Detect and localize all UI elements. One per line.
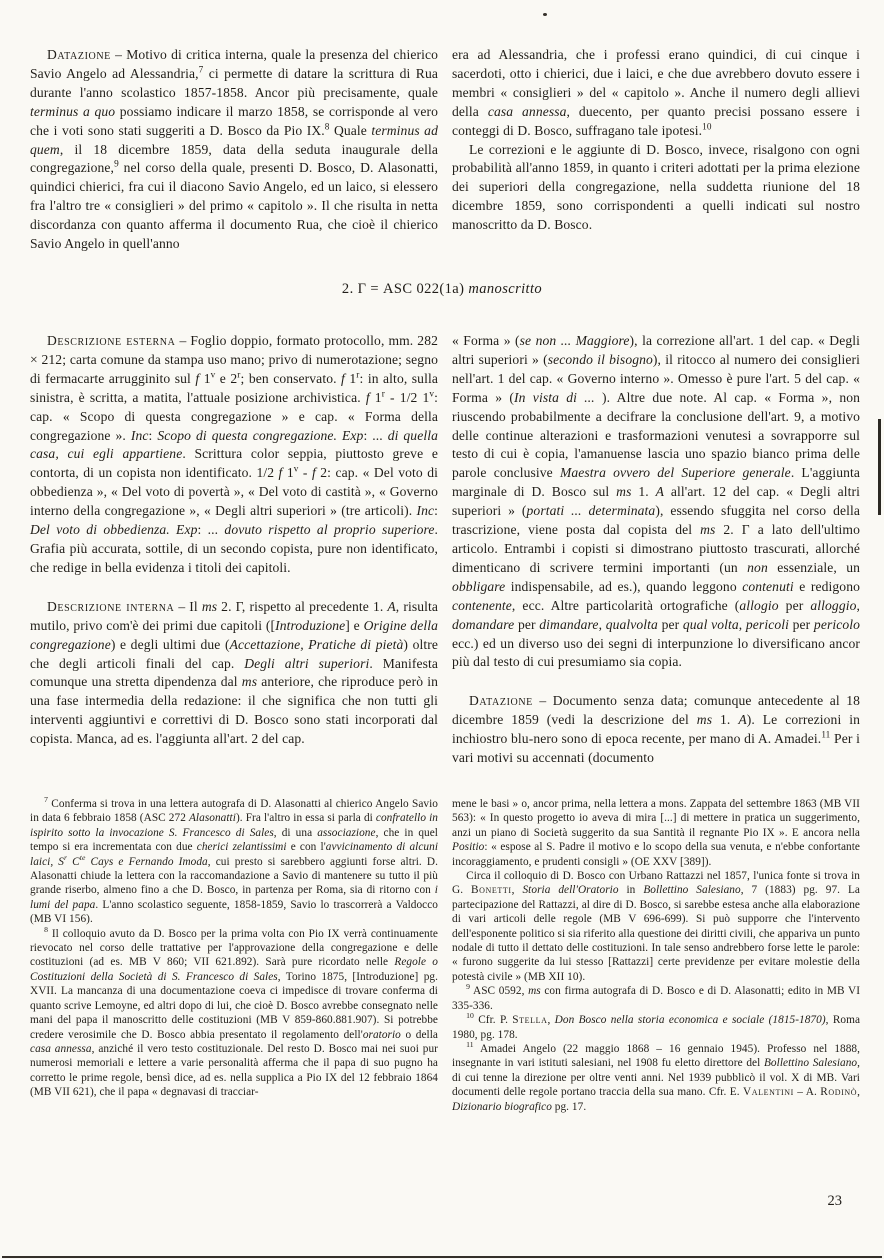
text-segment: Storia dell'Oratorio bbox=[522, 884, 619, 897]
text-segment: 2. Γ = ASC 022(1a) bbox=[341, 281, 469, 297]
text-segment: « Forma » ( bbox=[452, 333, 520, 348]
paragraph bbox=[452, 141, 860, 236]
text-segment: , bbox=[856, 597, 860, 613]
text-segment: oratorio bbox=[362, 1028, 401, 1041]
text-segment: A bbox=[738, 712, 747, 728]
text-segment: , 7 (1883) pg. 97. La partecipazione del Rattazzi, al dire di D. Bosco, si sarebbe estesa anche alla elaborazione di vari articoli delle regole (MB V 696-699). Si può supporre che l'intervento dell'esponente politico si sia riferito alla questione dei diritti civili, che appariva un punto nodale di tutto il dettato delle costituzioni. In tale senso andrebbero forse lette le parole: « furono suggerite da lui stesso [Rattazzi] certe previdenze per evitare molestie della potestà civile » (MB XII 10). bbox=[452, 884, 860, 983]
text-segment: Circa il colloquio di D. Bosco con Urbano Rattazzi nel 1857, l'unica fonte si trova in G. bbox=[452, 870, 860, 897]
paragraph bbox=[452, 797, 860, 869]
text-segment: 1 bbox=[199, 370, 211, 386]
text-segment: Dizionario biografico bbox=[452, 1100, 552, 1113]
text-segment: qual volta bbox=[682, 616, 739, 632]
text-segment: Bollettino Salesiano bbox=[763, 1057, 858, 1070]
text-segment: . Manifesta comunque una stretta dipendenza dal bbox=[30, 655, 438, 690]
text-segment: possiamo indicare il marzo 1858, se corrisponde al vero che i voti sono stati suggeriti a D. Bosco da Pio IX. bbox=[30, 103, 438, 138]
text-segment: ms bbox=[700, 522, 716, 538]
text-segment: cherici zelantissimi bbox=[196, 841, 287, 854]
text-segment: e 2 bbox=[215, 370, 238, 386]
text-segment: : ... bbox=[197, 522, 225, 538]
text-segment: f bbox=[278, 465, 283, 481]
text-segment: – A. bbox=[793, 1086, 821, 1099]
text-segment: . L'anno scolastico seguente, 1858-1859, Savio lo trascorrerà a Valdocco (MB VI 156). bbox=[30, 898, 438, 926]
paragraph bbox=[30, 924, 438, 1100]
text-segment: ecc.) ed un diverso uso dei segni di interpunzione lo diversificano ancor più dal testo di cui presumiamo sia copia. bbox=[452, 635, 860, 670]
text-segment: Datazione bbox=[469, 693, 533, 709]
text-segment: 10 bbox=[702, 121, 712, 132]
paragraph bbox=[30, 598, 438, 749]
text-segment: 1 bbox=[344, 370, 357, 386]
text-segment: Introduzione bbox=[275, 617, 346, 633]
text-segment: 1. bbox=[712, 712, 739, 728]
text-segment: dimandare bbox=[539, 616, 599, 632]
text-segment: o della bbox=[400, 1028, 438, 1041]
text-segment: – Documento senza data; comunque antecedente al 18 dicembre 1859 (vedi la descrizione del bbox=[452, 693, 860, 728]
text-segment: ] e bbox=[345, 617, 364, 633]
text-segment: portati ... determinata bbox=[526, 503, 656, 519]
text-segment: di quella casa, cui egli appartiene bbox=[30, 427, 438, 462]
text-segment: secondo il bisogno bbox=[547, 351, 653, 367]
text-segment: , di cui tenne la direzione per oltre venti anni. Nel 1939 pubblicò il vol. X di MB. Vari documenti delle regole portano traccia della sua mano. Cfr. E. bbox=[452, 1057, 860, 1099]
text-segment: 7 bbox=[44, 795, 49, 805]
text-segment: – Il bbox=[174, 598, 202, 614]
text-segment: , ecc. Altre particolarità ortografiche ( bbox=[511, 597, 740, 613]
text-segment: Degli altri superiori bbox=[244, 655, 370, 671]
text-segment: casa annessa bbox=[30, 1042, 92, 1055]
main-text-band-1 bbox=[30, 46, 860, 254]
text-segment: , bbox=[598, 616, 606, 632]
text-segment: f bbox=[365, 389, 370, 405]
paragraph bbox=[452, 692, 860, 768]
text-segment: f bbox=[311, 465, 316, 481]
text-segment: 9 bbox=[466, 982, 471, 992]
text-segment: per bbox=[514, 616, 540, 632]
text-segment: Rodinò bbox=[820, 1086, 858, 1099]
text-segment: ), il ritocco al numero dei consiglieri nell'art. 1 del cap. « Governo interno ». Omesso è pure l'art. 5 del cap. « Forma » ( bbox=[452, 351, 860, 405]
column-left bbox=[30, 332, 438, 768]
text-segment: Cays e Fernando Imoda bbox=[85, 855, 208, 868]
text-segment: Alasonatti bbox=[188, 812, 236, 825]
text-segment: Bollettino Salesiano bbox=[643, 884, 741, 897]
text-segment: : « espose al S. Padre il motivo e lo scopo della sua venuta, e n'ebbe confortante incoraggiamento, e prudenti consigli » (OE XXV [389]). bbox=[452, 841, 860, 868]
text-segment: A bbox=[655, 484, 665, 500]
text-segment: r bbox=[356, 369, 360, 380]
text-segment: - bbox=[298, 465, 312, 481]
paragraph bbox=[452, 984, 860, 1013]
text-segment: avvicinamento di alcuni laici, S bbox=[30, 841, 439, 868]
text-segment: Maestra ovvero del Superiore generale bbox=[559, 465, 791, 481]
text-segment: nel corso della quale, presenti D. Bosco, D. Alasonatti, quindici chierici, fra cui il diacono Savio Angelo, ed un laico, si elessero fra l'altro tre « consiglieri » del primo « capitolo ». Il che risulta in netta discordanza con quanto afferma il documento Rua, che cioè il chierico Savio Angelo in quell'anno bbox=[30, 160, 438, 252]
text-segment: In vista di ... bbox=[514, 389, 595, 405]
text-segment: confratello in ispirito sotto la invocazione S. Francesco di Sales bbox=[30, 812, 438, 839]
paragraph bbox=[452, 1013, 860, 1042]
text-segment: terminus a quo bbox=[30, 103, 116, 119]
text-segment: , bbox=[738, 616, 746, 632]
text-segment: casa annessa bbox=[487, 103, 567, 119]
text-segment: per bbox=[789, 616, 814, 632]
text-segment: Scopo di questa congregazione. bbox=[157, 427, 342, 443]
text-segment: dovuto rispetto al proprio superiore bbox=[224, 522, 435, 538]
text-segment: , di una bbox=[273, 826, 318, 839]
text-segment: , risulta mutilo, privo com'è dei primi due capitoli ([ bbox=[30, 598, 438, 633]
text-segment: ASC 0592, bbox=[470, 985, 529, 998]
text-segment: Stella bbox=[512, 1014, 548, 1027]
text-segment: Datazione bbox=[47, 47, 111, 62]
text-segment: . Scrittura color seppia, piuttosto greve e contorta, di un copista non identificato. 1/2 bbox=[30, 446, 438, 481]
text-segment: obbligare bbox=[452, 578, 506, 594]
footnotes-section bbox=[30, 797, 860, 1114]
text-segment: Valentini bbox=[742, 1086, 794, 1099]
text-segment: r bbox=[64, 852, 68, 862]
text-segment: 11 bbox=[466, 1040, 474, 1050]
footnote-column-left bbox=[30, 797, 438, 1114]
text-segment: v bbox=[429, 388, 435, 399]
text-segment: e con l' bbox=[286, 841, 326, 854]
text-segment: Exp bbox=[176, 522, 198, 538]
text-segment: ms bbox=[201, 598, 218, 614]
text-segment: essenziale, un bbox=[767, 559, 861, 575]
text-segment: Don Bosco nella storia economica e sociale (1815-1870) bbox=[554, 1014, 826, 1027]
text-segment: Conferma si trova in una lettera autografa di D. Alasonatti al chierico Angelo Savio in data 6 febbraio 1858 (ASC 272 bbox=[30, 798, 438, 825]
text-segment: Per i vari motivi su accennati (documento bbox=[452, 731, 861, 766]
paragraph bbox=[452, 46, 860, 141]
text-segment: se non ... Maggiore bbox=[519, 333, 630, 348]
text-segment: qualvolta bbox=[605, 616, 658, 632]
text-segment: v bbox=[293, 463, 299, 474]
text-segment: ). Fra l'altro in essa si parla di bbox=[235, 812, 376, 825]
text-segment: Origine della congregazione bbox=[30, 617, 438, 652]
text-segment: allogio bbox=[739, 597, 779, 613]
text-segment: 8 bbox=[44, 924, 49, 934]
text-segment: r bbox=[381, 388, 385, 399]
text-segment: mene le basi » o, ancor prima, nella lettera a mons. Zappata del settembre 1863 (MB VII 563): « In questo progetto io aveva di mira [...] di mettere in pratica un suggerimento, anzi un piano di Società suggerito da sua Santità il regnante Pio IX ». E ancora nella bbox=[452, 798, 860, 839]
text-segment: ms bbox=[528, 985, 541, 998]
text-segment: Exp bbox=[342, 427, 364, 443]
text-segment: Quale bbox=[329, 122, 372, 138]
text-segment: ) e degli ultimi due ( bbox=[110, 636, 230, 652]
text-segment: Amadei Angelo (22 maggio 1868 – 16 gennaio 1945). Professo nel 1888, insegnante in vari istituti salesiani, nel 1908 fu eletto direttore del bbox=[452, 1042, 860, 1070]
paragraph bbox=[452, 1042, 860, 1114]
text-segment: ms bbox=[241, 674, 258, 690]
text-segment: : in alto, sulla sinistra, è scritta, a matita, l'attuale posizione archivistica. bbox=[30, 370, 438, 405]
text-segment: 9 bbox=[114, 158, 119, 169]
text-segment: associazione bbox=[317, 826, 376, 839]
text-segment: era ad Alessandria, che i professi erano quindici, di cui cinque i sacerdoti, otto i chierici, due i laici, e che due avrebbero dovuto essere i membri « consiglieri » del « capitolo ». Anche il numero degli allievi della bbox=[452, 47, 860, 119]
text-segment: , anziché il vero testo costituzionale. Del resto D. Bosco mai nei suoi pur numerosi memoriali e lettere a varie personalità afferma che il papa di suo pugno ha corretto le prime regole, bensì dice, ad es. nella supplica a Pio IX del 12 febbraio 1864 (MB VII 621), che il papa « degnavasi di tracciar- bbox=[30, 1042, 438, 1099]
text-segment: 8 bbox=[324, 121, 330, 132]
scan-dot-artifact bbox=[543, 13, 547, 16]
text-segment: 2: cap. « Del voto di obbedienza », « Del voto di povertà », « Del voto di castità », « Governo interno della congregazione », « Degli altri superiori » (tre articoli). bbox=[30, 465, 439, 519]
text-segment: 2. Γ a lato dell'ultimo articolo. Entrambi i copisti si dimostrano piuttosto trascurati, allorché dimenticano di scrivere termini importanti (un bbox=[452, 522, 860, 575]
text-segment: Descrizione esterna bbox=[47, 333, 176, 348]
text-segment: terminus ad quem bbox=[30, 122, 438, 157]
text-segment: 11 bbox=[821, 729, 831, 740]
text-segment: , che in quel tempo si era incrementata con due bbox=[30, 826, 438, 854]
paragraph bbox=[30, 332, 438, 578]
text-segment: manoscritto bbox=[468, 281, 543, 297]
text-segment: : bbox=[148, 427, 158, 443]
text-segment: Positio bbox=[452, 841, 485, 854]
text-segment: 7 bbox=[198, 64, 204, 75]
text-segment: pericoli bbox=[745, 616, 789, 632]
text-segment: Descrizione interna bbox=[47, 598, 175, 614]
footnote-column-right bbox=[452, 797, 860, 1114]
text-segment: f bbox=[195, 370, 200, 386]
text-segment: Accettazione, Pratiche di pietà bbox=[229, 636, 404, 652]
text-segment: v bbox=[210, 369, 216, 380]
text-segment: te bbox=[79, 852, 86, 862]
text-segment: ; ben conservato. bbox=[240, 370, 342, 386]
text-segment: 1. bbox=[631, 484, 656, 500]
text-segment: f bbox=[341, 370, 345, 386]
text-segment: Le correzioni e le aggiunte di D. Bosco, invece, risalgono con ogni probabilità all'anno 1859, in quanto i criteri adottati per la prima elezione dei superiori della congregazione, nella suddetta riunione del 18 dicembre 1859, sono corrispondenti a quelli indicati sul nostro manoscritto da D. Bosco. bbox=[452, 141, 860, 233]
paragraph bbox=[30, 797, 438, 927]
text-segment: domandare bbox=[452, 616, 515, 632]
text-segment: , cui presto si sarebbero aggiunti forse altri. D. Alasonatti chiude la lettera con la raccomandazione a Savio di mantenere su tutto il più grande riserbo, almeno fino a che D. Bosco, in partenza per Roma, sia di ritorno con bbox=[30, 855, 438, 897]
paragraph bbox=[452, 332, 860, 672]
text-segment: contenuti bbox=[742, 578, 794, 594]
text-segment: - 1/2 1 bbox=[384, 389, 430, 405]
text-segment: Il colloquio avuto da D. Bosco per la prima volta con Pio IX verrà continuamente rievocato nel corso delle trattative per l'approvazione della congregazione e delle costituzioni (ad es. MB V 860; VII 621.892). Sarà pure ricordato nelle bbox=[30, 927, 438, 969]
text-segment: con firma autografa di D. Bosco e di D. Alasonatti; edito in MB VI 335-336. bbox=[452, 985, 861, 1012]
text-segment: in bbox=[618, 884, 644, 897]
text-segment: – Motivo di critica interna, quale la presenza del chierico Savio Angelo ad Alessandria, bbox=[30, 47, 438, 81]
text-segment: per bbox=[657, 616, 683, 632]
text-segment: r bbox=[237, 369, 241, 380]
text-segment: pericolo bbox=[813, 616, 861, 632]
text-segment: Regole o Costituzioni della Società di S. Francesco di Sales bbox=[30, 956, 438, 983]
text-segment: , bbox=[547, 1014, 555, 1027]
text-segment: , bbox=[857, 1086, 861, 1099]
text-segment: : bbox=[434, 503, 438, 519]
text-segment: , Torino 1875, [Introduzione] pg. XVII. La mancanza di una documentazione coeva ci impedisce di trovare conferma di quanto scrive Lemoyne, ed altri dopo di lui, che cioè D. Bosco avrebbe consegnato nelle mani del papa il manoscritto delle costituzioni (MB V 859-860.881.907). Si potrebbe credere verosimile che D. Bosco abbia presentato il regolamento dell' bbox=[30, 970, 438, 1041]
text-segment: , Roma 1980, pg. 178. bbox=[452, 1014, 861, 1041]
text-segment: 2. Γ, rispetto al precedente 1. bbox=[217, 598, 388, 614]
text-segment: ) oltre che degli articoli finali del cap. bbox=[30, 636, 438, 671]
text-segment: ms bbox=[696, 712, 713, 728]
text-segment: Inc bbox=[416, 503, 435, 519]
text-segment: ), la correzione all'art. 1 del cap. « Degli altri superiori » ( bbox=[452, 333, 860, 367]
text-segment: – Foglio doppio, formato protocollo, mm. 282 × 212; carta comune da stampa uso mano; privo di numerotazione; segno di fermacarte arrugginito sul bbox=[30, 333, 438, 386]
text-segment: A bbox=[387, 598, 396, 614]
paragraph bbox=[452, 869, 860, 984]
text-segment: anteriore, che riproduce però in una fase intermedia della redazione: il che significa che non tutti gli interventi aggiuntivi e correttivi di D. Bosco sono stati incorporati dal copista. Manca, ad es. l'aggiunta all'art. 2 del cap. bbox=[30, 674, 439, 747]
text-segment: . L'aggiunta marginale di D. Bosco sul bbox=[452, 465, 860, 500]
text-segment: Inc bbox=[130, 427, 149, 443]
text-segment: per bbox=[778, 597, 811, 613]
text-segment: , bbox=[511, 884, 523, 897]
text-segment: ci permette di datare la scrittura di Rua durante l'anno scolastico 1857-1858. Ancor più precisamente, quale bbox=[30, 65, 438, 100]
main-text-band-2 bbox=[30, 332, 860, 768]
text-segment: ). Altre due note. Al cap. « Forma », non riuscendo probabilmente a decifrare la conclusione dell'art. 9, a motivo delle continue alterazioni e trasformazioni venutesi a sovrapporre sul testo di cui è copia, l'amanuense lascia uno spazio bianco prima delle parole conclusive bbox=[452, 389, 861, 481]
text-segment: Cfr. P. bbox=[473, 1014, 513, 1027]
text-segment: indispensabile, ad es.), quando leggono bbox=[505, 578, 743, 594]
text-segment: contenente bbox=[452, 597, 512, 613]
text-segment: all'art. 12 del cap. « Degli altri superiori » ( bbox=[452, 484, 860, 519]
scan-edge-artifact bbox=[878, 419, 881, 515]
text-segment: e redigono bbox=[793, 578, 860, 594]
text-segment: 1 bbox=[369, 389, 382, 405]
text-segment: , duecento, per quanto precisi possano essere i conteggi di D. Bosco, suffragano tale ipotesi. bbox=[452, 103, 860, 138]
text-segment: : cap. « Scopo di questa congregazione » e cap. « Forma della congregazione ». bbox=[30, 389, 438, 443]
column-right bbox=[452, 332, 860, 768]
text-segment: 10 bbox=[466, 1011, 474, 1021]
text-segment: : ... bbox=[363, 427, 388, 443]
paragraph bbox=[30, 46, 438, 254]
text-segment: C bbox=[67, 855, 80, 868]
text-segment: alloggio bbox=[810, 597, 857, 613]
text-segment: Bonetti bbox=[471, 884, 512, 897]
page-number: 23 bbox=[827, 1193, 842, 1209]
text-segment: 1 bbox=[282, 465, 294, 481]
column-right bbox=[452, 46, 860, 254]
text-segment: ), essendo sfuggita nel corso della trascrizione, viene posta dal copista del bbox=[452, 503, 860, 538]
column-left bbox=[30, 46, 438, 254]
text-segment: ). Le correzioni in inchiostro blu-nero sono di epoca recente, per mano di A. Amadei. bbox=[452, 712, 861, 747]
text-segment: non bbox=[747, 559, 768, 575]
text-segment: . Grafia più accurata, sottile, di un secondo copista, pure non identificato, che redige in bella evidenza i titoli dei capitoli. bbox=[30, 522, 438, 575]
section-heading bbox=[0, 281, 884, 298]
text-segment: pg. 17. bbox=[551, 1100, 587, 1113]
text-segment: Del voto di obbedienza. bbox=[30, 522, 177, 538]
bottom-edge-artifact bbox=[2, 1256, 882, 1258]
text-segment: , il 18 dicembre 1859, data della seduta inaugurale della congregazione, bbox=[30, 141, 438, 176]
text-segment: ms bbox=[616, 484, 632, 500]
text-segment: i lumi del papa bbox=[30, 884, 438, 911]
